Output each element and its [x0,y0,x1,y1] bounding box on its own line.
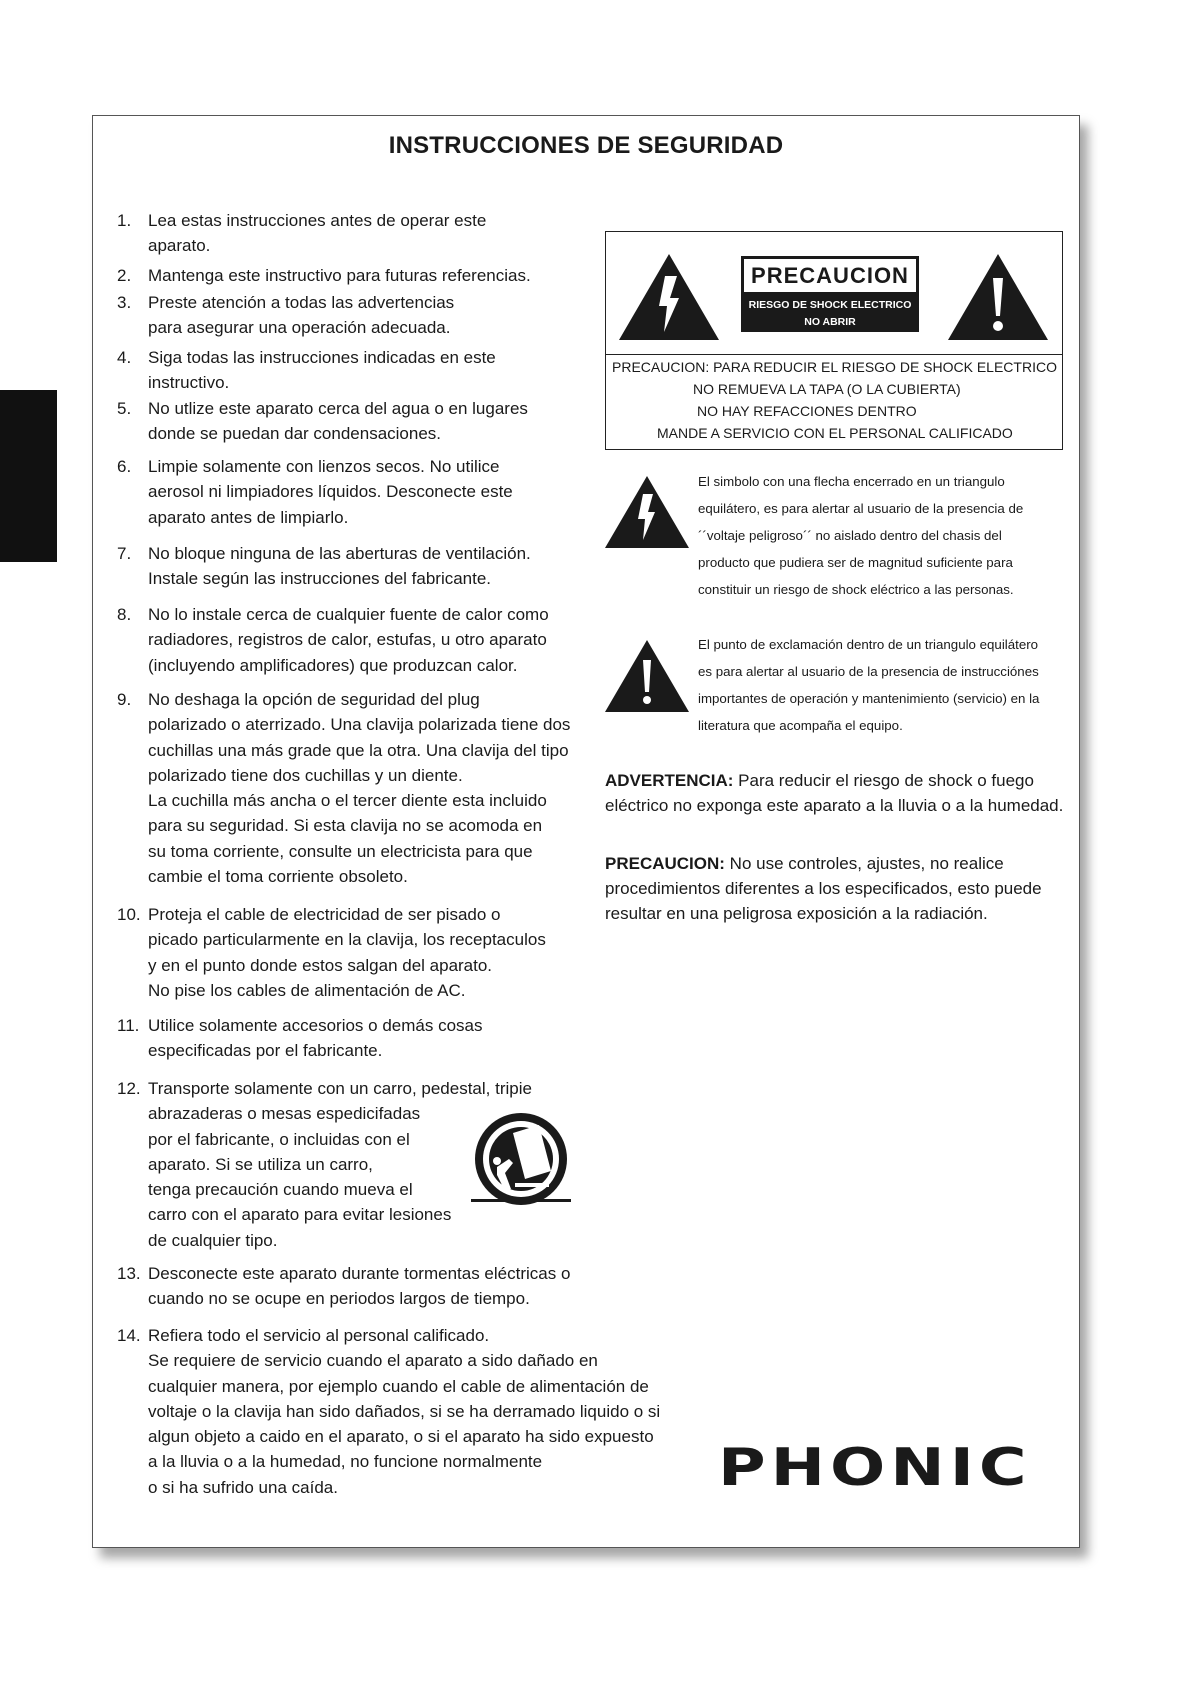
item-number: 1. [117,211,132,230]
item-number: 11. [117,1016,140,1035]
item-number: 14. [117,1326,141,1345]
lightning-warning-icon [619,254,719,340]
item-number: 7. [117,544,132,563]
item-number: 2. [117,266,132,285]
item-number: 3. [117,293,132,312]
exclamation-symbol-note: El punto de exclamación dentro de un triangulo equilátero es para alertar al usuario de la presencia de instrucciónes importantes de operación y mantenimiento (servicio) en la literatura que acompaña el equipo. [698,637,1040,733]
item-text: Desconecte este aparato durante tormentas eléctricas o cuando no se ocupe en periodos largos de tiempo. [148,1264,571,1309]
caution-line: PRECAUCION: PARA REDUCIR EL RIESGO DE SHOCK ELECTRICO [612,359,1057,375]
phonic-logo: PHONIC [718,1438,1032,1498]
precaucion-label-title: PRECAUCION [751,263,909,288]
caution-line: NO HAY REFACCIONES DENTRO [697,403,917,419]
item-number: 10. [117,905,141,924]
lightning-symbol-note: El simbolo con una flecha encerrado en un triangulo equilátero, es para alertar al usuario de la presencia de ´´voltaje peligroso´´ no aislado dentro del chasis del producto que pudiera ser de magnitud suficiente para constituir un riesgo de shock eléctrico a las personas. [698,474,1024,597]
page-title: INSTRUCCIONES DE SEGURIDAD [388,132,784,159]
precaucion-label [741,256,919,332]
cart-tipover-icon [465,1113,577,1209]
caution-line: NO REMUEVA LA TAPA (O LA CUBIERTA) [693,381,961,397]
advertencia-text: Para reducir el riesgo de shock o fuego eléctrico no exponga este aparato a la lluvia o a la humedad. [605,771,1064,815]
item-text: Preste atención a todas las advertencias para asegurar una operación adecuada. [148,293,455,338]
item-text: Refiera todo el servicio al personal calificado. Se requiere de servicio cuando el aparato a sido dañado en cualquier manera, por ejemplo cuando el cable de alimentación de voltaje o la clavija han sido dañados, si se ha derramado liquido o si algun objeto a caido en el aparato, o si el aparato ha sido expuesto a la lluvia o a la humedad, no funcione normalmente o si ha sufrido una caída. [148,1326,661,1497]
item-number: 13. [117,1264,141,1283]
advertencia-label: ADVERTENCIA: [605,771,734,790]
item-text: Transporte solamente con un carro, pedestal, tripie abrazaderas o mesas espedicifadas por el fabricante, o incluidas con el aparato. Si se utiliza un carro, tenga precaución cuando mueva el carro con el aparato para evitar lesiones de cualquier tipo. [148,1079,532,1250]
item-text: Mantenga este instructivo para futuras referencias. [148,266,531,285]
advertencia-paragraph [605,768,1065,818]
precaucion-paragraph [605,851,1045,926]
item-text: Proteja el cable de electricidad de ser pisado o picado particularmente en la clavija, los receptaculos y en el punto donde estos salgan del aparato. No pise los cables de alimentación de AC. [148,905,546,1000]
item-text: No lo instale cerca de cualquier fuente de calor como radiadores, registros de calor, estufas, u otro aparato (incluyendo amplificadores) que produzcan calor. [148,605,549,675]
item-number: 9. [117,690,132,709]
precaucion-text: No use controles, ajustes, no realice procedimientos diferentes a los especificados, esto puede resultar en una peligrosa exposición a la radiación. [605,854,1042,923]
lightning-warning-icon [605,476,689,548]
precaucion-label-line: NO ABRIR [804,316,856,328]
exclamation-warning-icon [605,640,689,712]
item-text: Lea estas instrucciones antes de operar este aparato. [148,211,487,256]
page-frame [92,115,1080,1548]
caution-box-header [606,232,1062,355]
item-number: 12. [117,1079,141,1098]
item-text: No deshaga la opción de seguridad del plug polarizado o aterrizado. Una clavija polarizada tiene dos cuchillas una más grade que la otra. Una clavija del tipo polarizado tiene dos cuchillas y un diente. La cuchilla más ancha o el tercer diente esta incluido para su seguridad. Si esta clavija no se acomoda en su toma corriente, consulte un electricista para que cambie el toma corriente obsoleto. [148,690,571,887]
exclamation-warning-icon [948,254,1048,340]
item-number: 8. [117,605,132,624]
caution-box [605,231,1063,450]
precaucion-label: PRECAUCION: [605,854,725,873]
caution-line: MANDE A SERVICIO CON EL PERSONAL CALIFICADO [657,425,1013,441]
item-text: No bloque ninguna de las aberturas de ventilación. Instale según las instrucciones del fabricante. [148,544,531,589]
item-number: 5. [117,399,132,418]
item-text: Utilice solamente accesorios o demás cosas especificadas por el fabricante. [148,1016,483,1061]
section-tab [0,390,57,562]
item-text: No utlize este aparato cerca del agua o en lugares donde se puedan dar condensaciones. [148,399,528,444]
item-number: 4. [117,348,132,367]
item-text: Limpie solamente con lienzos secos. No utilice aerosol ni limpiadores líquidos. Desconecte este aparato antes de limpiarlo. [148,457,513,527]
item-number: 6. [117,457,132,476]
precaucion-label-line: RIESGO DE SHOCK ELECTRICO [748,299,912,311]
item-text: Siga todas las instrucciones indicadas en este instructivo. [148,348,496,393]
